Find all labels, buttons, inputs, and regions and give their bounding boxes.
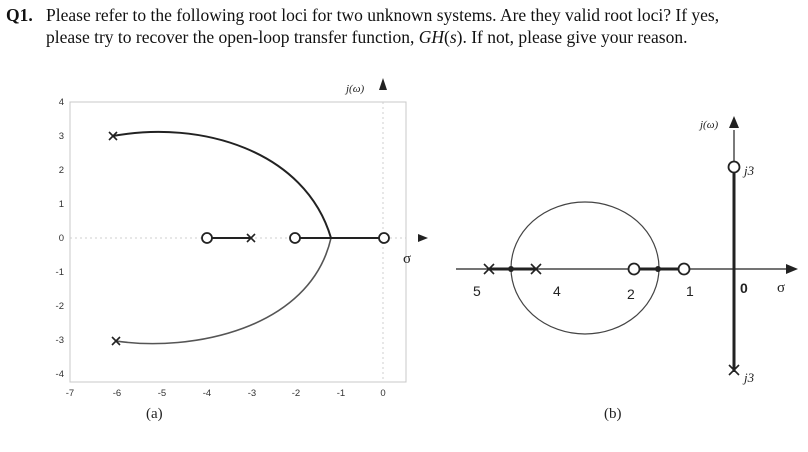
plot-b-y-arrow-icon — [729, 116, 739, 128]
plot-b-zeros — [629, 162, 740, 275]
zero-a-m2-icon — [290, 233, 300, 243]
question-line-1: Please refer to the following root loci for two unknown systems. Are they valid root loci? If yes, — [46, 5, 720, 25]
plot-a-loci — [113, 132, 379, 344]
y-tick-m1: -1 — [55, 267, 64, 278]
pole-a-upper-icon — [109, 132, 117, 140]
x-tick-0: 0 — [380, 388, 386, 399]
question — [6, 4, 802, 47]
b-y-axis-label: j(ω) — [700, 119, 719, 131]
x-tick-m3: -3 — [247, 388, 257, 399]
question-line-2-suffix: ). If not, please give your reason. — [456, 27, 688, 47]
paren-open: ( — [444, 27, 450, 47]
plot-a-x-ticks — [66, 388, 386, 399]
plot-b-axes — [456, 116, 798, 372]
plot-a-x-axis-label: σ — [403, 251, 412, 267]
pole-a-lower-icon — [112, 337, 120, 345]
x-tick-m4: -4 — [202, 388, 212, 399]
y-tick-m2: -2 — [55, 301, 64, 312]
pole-b-lower-icon — [729, 365, 739, 375]
locus-lower-branch — [116, 238, 331, 344]
plot-b-poles — [484, 264, 739, 375]
x-tick-m2: -2 — [291, 388, 301, 399]
plot-b-breakpoints — [508, 266, 661, 272]
gh-symbol: GH — [418, 27, 444, 47]
b-tick-1: 1 — [686, 283, 694, 299]
y-tick-m3: -3 — [55, 335, 64, 346]
zero-b-1-icon — [679, 264, 690, 275]
zero-a-m4-icon — [202, 233, 212, 243]
pole-a-m3-icon — [247, 234, 255, 242]
b-tick-0: 0 — [740, 280, 748, 296]
plot-b-x-arrow-icon — [786, 264, 798, 274]
plot-a-y-ticks — [56, 97, 64, 380]
plot-a-y-arrow-icon — [379, 78, 387, 90]
zero-a-0-icon — [379, 233, 389, 243]
b-lower-pole-label: j3 — [744, 370, 755, 385]
b-tick-5: 5 — [473, 283, 481, 299]
pole-b-4-icon — [531, 264, 541, 274]
figure-b-caption: (b) — [604, 406, 622, 422]
plot-a-poles — [109, 132, 255, 345]
zero-b-upper-icon — [729, 162, 740, 173]
locus-b-circle — [511, 202, 659, 334]
zero-b-2-icon — [629, 264, 640, 275]
plot-a-x-arrow-icon — [418, 234, 428, 242]
x-tick-m5: -5 — [157, 388, 167, 399]
b-x-axis-label: σ — [777, 280, 786, 296]
y-tick-2: 2 — [58, 165, 64, 176]
plot-a-frame — [70, 102, 406, 382]
plot-a-zeros — [202, 233, 389, 243]
x-tick-m6: -6 — [112, 388, 122, 399]
b-tick-2: 2 — [627, 286, 635, 302]
pole-b-5-icon — [484, 264, 494, 274]
x-tick-m1: -1 — [336, 388, 346, 399]
breakpoint-b-right — [655, 266, 661, 272]
question-line-2-prefix: please try to recover the open-loop transfer function, — [46, 27, 419, 47]
y-tick-4: 4 — [58, 97, 64, 108]
question-line-2 — [46, 26, 687, 48]
plot-b-labels — [473, 119, 785, 385]
y-tick-0: 0 — [58, 233, 64, 244]
question-number: Q1. — [6, 5, 33, 25]
y-tick-m4: -4 — [55, 369, 64, 380]
plot-b-loci — [489, 202, 684, 334]
plot-a-y-axis-label: j(ω) — [346, 83, 365, 95]
y-tick-3: 3 — [58, 131, 64, 142]
b-tick-4: 4 — [553, 283, 561, 299]
y-tick-1: 1 — [58, 199, 64, 210]
b-upper-zero-label: j3 — [744, 163, 755, 178]
locus-upper-branch — [113, 132, 331, 238]
figure-a-caption: (a) — [146, 406, 163, 422]
s-symbol: s — [449, 27, 457, 47]
breakpoint-b-left — [508, 266, 514, 272]
x-tick-m7: -7 — [65, 388, 75, 399]
